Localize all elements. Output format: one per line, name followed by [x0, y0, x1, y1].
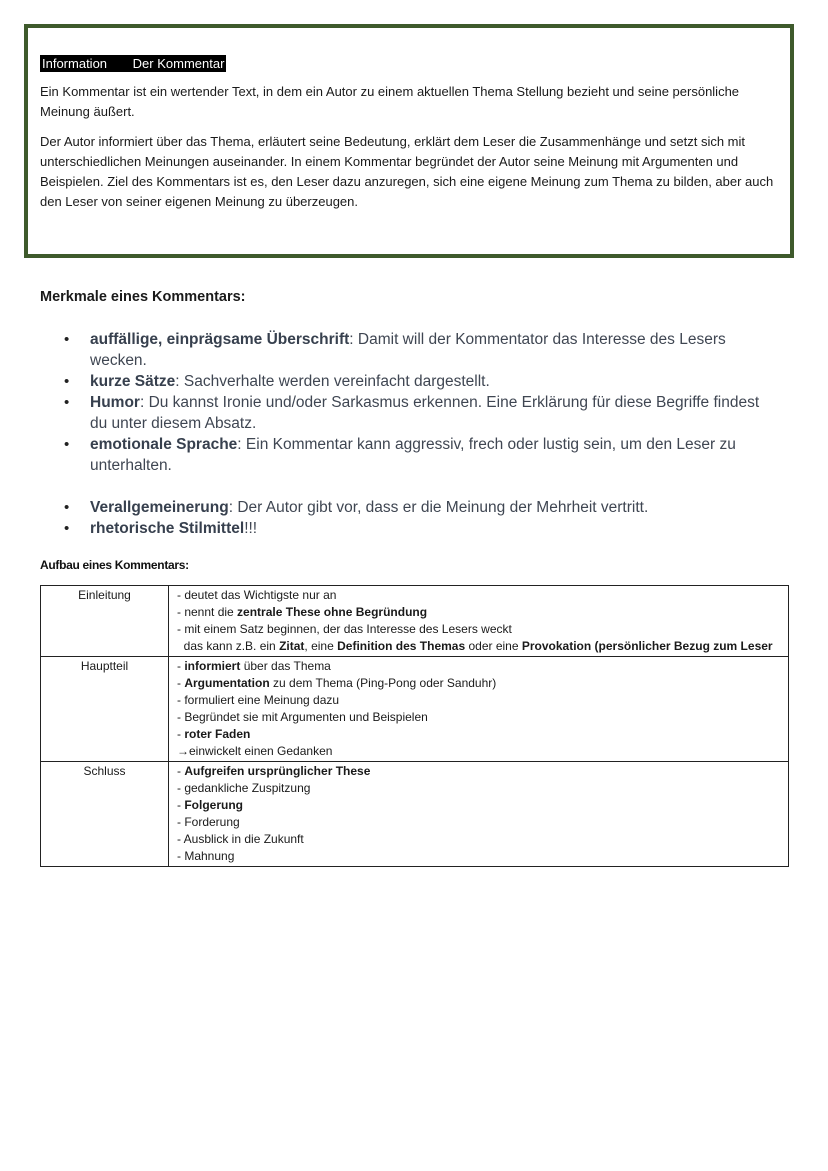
table-row [41, 586, 789, 657]
content-line: - Argumentation zu dem Thema (Ping-Pong oder Sanduhr) [177, 676, 497, 690]
merkmal-item [40, 392, 780, 434]
info-label: Information [42, 56, 108, 71]
merkmal-item [40, 329, 780, 371]
info-paragraph-2: Der Autor informiert über das Thema, erläutert seine Bedeutung, erklärt dem Leser die Zusammenhänge und setzt sich mit unterschiedlichen Meinungen auseinander. In einem Kommentar begründet der Autor seine Meinung mit Argumenten und Beispielen. Ziel des Kommentars ist es, den Leser dazu anzuregen, sich eine eigene Meinung zum Thema zu bilden, aber auch den Leser von seiner eigenen Meinung zu überzeugen. [40, 134, 774, 209]
section-name: Einleitung [41, 586, 169, 657]
content-line: - Ausblick in die Zukunft [177, 832, 304, 846]
merkmal-text: : Ein Kommentar kann aggressiv, frech oder lustig sein, um den Leser zu unterhalten. [90, 436, 736, 474]
section-name: Hauptteil [41, 657, 169, 762]
table-row [41, 762, 789, 867]
table-row [41, 657, 789, 762]
content-line: - Begründet sie mit Argumenten und Beispielen [177, 710, 428, 724]
section-name: Schluss [41, 762, 169, 867]
merkmale-list [40, 329, 780, 539]
content-line: - Aufgreifen ursprünglicher These [177, 764, 371, 778]
merkmal-term: Verallgemeinerung [90, 499, 229, 516]
merkmale-heading: Merkmale eines Kommentars: [40, 289, 246, 305]
merkmal-term: auffällige, einprägsame Überschrift [90, 331, 350, 348]
content-line: - Folgerung [177, 798, 244, 812]
content-line: - mit einem Satz beginnen, der das Interesse des Lesers weckt [177, 622, 512, 636]
merkmal-text: !!! [244, 520, 258, 537]
content-line: - Mahnung [177, 849, 235, 863]
content-line: das kann z.B. ein Zitat, eine Definition des Themas oder eine Provokation (persönlicher Bezug zum Leser [177, 639, 773, 653]
content-line: - informiert über das Thema [177, 659, 331, 673]
merkmal-text: : Sachverhalte werden vereinfacht dargestellt. [175, 373, 490, 390]
content-line: - deutet das Wichtigste nur an [177, 588, 337, 602]
merkmal-text: : Du kannst Ironie und/oder Sarkasmus erkennen. Eine Erklärung für diese Begriffe findest du unter diesem Absatz. [90, 394, 760, 432]
content-line: - Forderung [177, 815, 240, 829]
aufbau-heading: Aufbau eines Kommentars: [40, 558, 189, 572]
merkmal-term: emotionale Sprache [90, 436, 238, 453]
merkmal-term: Humor [90, 394, 140, 411]
merkmal-text: : Der Autor gibt vor, dass er die Meinung der Mehrheit vertritt. [228, 499, 649, 516]
content-line: - gedankliche Zuspitzung [177, 781, 311, 795]
merkmal-term: rhetorische Stilmittel [90, 520, 245, 537]
info-topic: Der Kommentar [132, 56, 225, 71]
info-header [40, 55, 226, 72]
content-line: →einwickelt einen Gedanken [177, 744, 333, 758]
section-content [169, 657, 789, 762]
aufbau-table [40, 585, 789, 867]
content-line: - nennt die zentrale These ohne Begründung [177, 605, 428, 619]
merkmal-item [40, 497, 780, 518]
merkmal-term: kurze Sätze [90, 373, 176, 390]
content-line: - formuliert eine Meinung dazu [177, 693, 340, 707]
information-box [24, 24, 794, 258]
section-content [169, 762, 789, 867]
merkmal-text: : Damit will der Kommentator das Interesse des Lesers wecken. [90, 331, 726, 369]
merkmal-item [40, 434, 780, 476]
content-line: - roter Faden [177, 727, 251, 741]
section-content [169, 586, 789, 657]
info-paragraph-1: Ein Kommentar ist ein wertender Text, in dem ein Autor zu einem aktuellen Thema Stellung bezieht und seine persönliche Meinung äußert. [40, 84, 740, 119]
merkmal-item [40, 371, 780, 392]
merkmal-item [40, 518, 780, 539]
